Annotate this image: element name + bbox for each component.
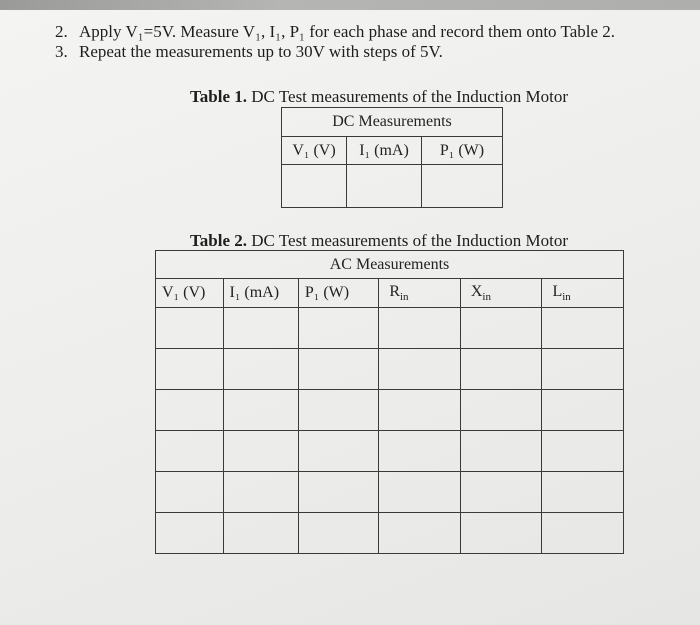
table-cell[interactable]	[460, 513, 542, 554]
table-cell[interactable]	[379, 349, 461, 390]
table-cell[interactable]	[223, 308, 298, 349]
instruction-step-3	[55, 42, 443, 62]
table-cell[interactable]	[223, 513, 298, 554]
table-cell[interactable]	[298, 390, 378, 431]
table-cell[interactable]	[379, 390, 461, 431]
table-cell[interactable]	[460, 431, 542, 472]
step-number: 2.	[55, 22, 68, 41]
table-cell[interactable]	[347, 165, 422, 208]
table-cell[interactable]	[223, 472, 298, 513]
table-cell[interactable]	[156, 431, 224, 472]
table2-caption-label: Table 2.	[190, 231, 248, 250]
table-cell[interactable]	[156, 390, 224, 431]
table-cell[interactable]	[379, 431, 461, 472]
table1-header-p1: P₁ (W)	[422, 137, 503, 165]
ac-measurements-table	[155, 250, 624, 554]
table-cell[interactable]	[422, 165, 503, 208]
table2-caption	[190, 231, 568, 251]
table1-title: DC Measurements	[282, 108, 503, 137]
table-cell[interactable]	[298, 308, 378, 349]
table-row	[156, 431, 624, 472]
table2-header-xin: $X_{in}$	[460, 279, 542, 308]
table-cell[interactable]	[460, 308, 542, 349]
table-cell[interactable]	[298, 513, 378, 554]
table-row	[156, 513, 624, 554]
table1-caption	[190, 87, 568, 107]
table2-header-v1: V₁ (V)	[156, 279, 224, 308]
table-cell[interactable]	[542, 513, 624, 554]
step-number: 3.	[55, 42, 68, 61]
table-cell[interactable]	[223, 349, 298, 390]
table-cell[interactable]	[460, 349, 542, 390]
table2-header-i1: I₁ (mA)	[223, 279, 298, 308]
table2-header-lin: $L_{in}$	[542, 279, 624, 308]
dc-measurements-table	[281, 107, 503, 208]
table-cell[interactable]	[542, 349, 624, 390]
table-cell[interactable]	[156, 349, 224, 390]
table-row	[156, 349, 624, 390]
instruction-step-2	[55, 22, 615, 42]
table-row	[282, 165, 503, 208]
table1-caption-text: DC Test measurements of the Induction Motor	[251, 87, 568, 106]
table1-caption-label: Table 1.	[190, 87, 248, 106]
table-cell[interactable]	[542, 308, 624, 349]
table-cell[interactable]	[379, 308, 461, 349]
table-cell[interactable]	[379, 472, 461, 513]
table2-header-p1: P₁ (W)	[298, 279, 378, 308]
table-cell[interactable]	[379, 513, 461, 554]
table-cell[interactable]	[223, 390, 298, 431]
step-text: Apply V₁=5V. Measure V₁, I₁, P₁ for each phase and record them onto Table 2.	[79, 22, 616, 41]
table2-caption-text: DC Test measurements of the Induction Motor	[251, 231, 568, 250]
table-cell[interactable]	[460, 472, 542, 513]
table-cell[interactable]	[298, 349, 378, 390]
table-cell[interactable]	[542, 472, 624, 513]
table-cell[interactable]	[282, 165, 347, 208]
table-cell[interactable]	[156, 472, 224, 513]
table-cell[interactable]	[542, 390, 624, 431]
table1-header-i1: I₁ (mA)	[347, 137, 422, 165]
table-cell[interactable]	[542, 431, 624, 472]
table-row	[156, 472, 624, 513]
step-text: Repeat the measurements up to 30V with steps of 5V.	[79, 42, 443, 61]
table-cell[interactable]	[460, 390, 542, 431]
table-cell[interactable]	[156, 308, 224, 349]
table2-header-rin: $R_{in}$	[379, 279, 461, 308]
table-cell[interactable]	[223, 431, 298, 472]
table-row	[156, 308, 624, 349]
table-cell[interactable]	[156, 513, 224, 554]
table2-title: AC Measurements	[156, 251, 624, 279]
table1-header-v1: V₁ (V)	[282, 137, 347, 165]
table-cell[interactable]	[298, 431, 378, 472]
table-cell[interactable]	[298, 472, 378, 513]
table-row	[156, 390, 624, 431]
